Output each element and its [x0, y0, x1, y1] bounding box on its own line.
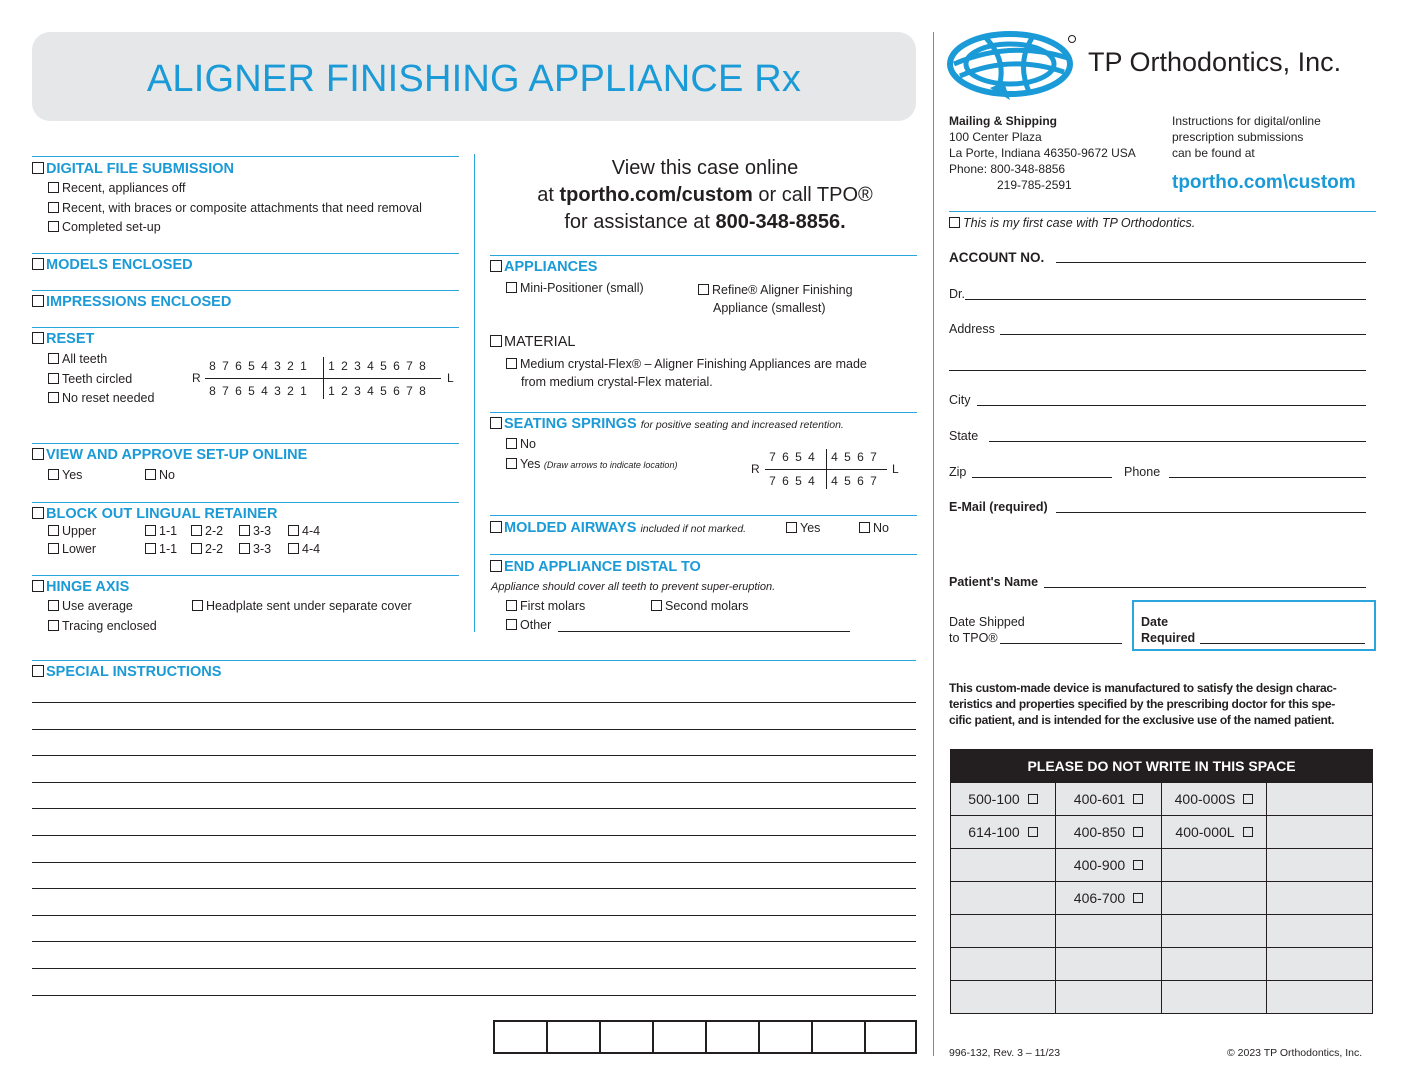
block-lower-3-3[interactable]: 3-3 [239, 542, 271, 556]
entry-box[interactable] [758, 1020, 811, 1054]
digital-file-label: DIGITAL FILE SUBMISSION [46, 161, 234, 177]
office-cell [1161, 881, 1267, 915]
office-cell [1266, 848, 1373, 882]
state-label: State [949, 429, 979, 443]
reset-lower-right-teeth: 1 2 3 4 5 6 7 8 [328, 384, 426, 398]
company-name: TP Orthodontics, Inc. [1088, 47, 1342, 77]
digital-file-checkbox[interactable] [32, 161, 234, 177]
patient-name-field[interactable] [1044, 587, 1366, 588]
second-molars-checkbox[interactable]: Second molars [651, 599, 748, 613]
doctor-label: Dr. [949, 287, 965, 301]
other-checkbox[interactable]: Other [506, 618, 551, 632]
springs-upper-right-teeth: 4 5 6 7 [831, 450, 877, 464]
reset-upper-left-teeth: 8 7 6 5 4 3 2 1 [209, 359, 307, 373]
zip-label: Zip [949, 465, 967, 479]
distal-note: Appliance should cover all teeth to prevent super-eruption. [491, 581, 776, 593]
office-cell [1266, 914, 1373, 948]
column-divider-right [933, 32, 934, 1056]
date-shipped-label: Date Shipped to TPO® [949, 615, 1025, 645]
hinge-use-average[interactable]: Use average [48, 599, 133, 613]
springs-upper-left-teeth: 7 6 5 4 [769, 450, 815, 464]
city-label: City [949, 393, 971, 407]
entry-box[interactable] [864, 1020, 917, 1054]
instruction-line[interactable] [32, 941, 916, 942]
models-enclosed-checkbox[interactable]: MODELS ENCLOSED [32, 257, 193, 273]
office-code: 500-100 [968, 791, 1020, 807]
hinge-headplate[interactable]: Headplate sent under separate cover [192, 599, 412, 613]
office-code: 400-900 [1073, 857, 1126, 873]
office-cell [1266, 881, 1373, 915]
office-cell [950, 980, 1056, 1014]
instruction-line[interactable] [32, 888, 916, 889]
hinge-tracing[interactable]: Tracing enclosed [48, 619, 157, 633]
office-code: 400-850 [1073, 824, 1126, 840]
springs-r-label: R [751, 462, 760, 476]
view-no-checkbox[interactable]: No [145, 468, 175, 482]
block-upper-3-3[interactable]: 3-3 [239, 524, 271, 538]
block-upper-1-1[interactable]: 1-1 [145, 524, 177, 538]
email-label: E-Mail (required) [949, 500, 1048, 514]
material-checkbox[interactable]: MATERIAL [490, 334, 575, 350]
office-code-checkbox [1133, 860, 1143, 870]
globe-logo-icon [946, 30, 1082, 102]
online-notice: View this case online at tportho.com/custom or call TPO® for assistance at 800-348-8856. [537, 157, 873, 233]
block-lower-1-1[interactable]: 1-1 [145, 542, 177, 556]
office-code-checkbox [1133, 827, 1143, 837]
reset-l-label: L [447, 371, 454, 385]
office-cell [1161, 848, 1267, 882]
address-field-2[interactable] [949, 370, 1366, 371]
office-code: 400-000S [1174, 791, 1236, 807]
block-lingual-checkbox[interactable]: BLOCK OUT LINGUAL RETAINER [32, 506, 277, 522]
office-cell [1266, 980, 1373, 1014]
block-lower-2-2[interactable]: 2-2 [191, 542, 223, 556]
patient-name-label: Patient's Name [949, 575, 1039, 589]
springs-yes-checkbox[interactable]: Yes (Draw arrows to indicate location) [506, 457, 677, 471]
mailing-address: Mailing & Shipping 100 Center Plaza La Porte, Indiana 46350-9672 USA Phone: 800-348-8856 219-785-2591 [949, 114, 1136, 192]
instruction-line[interactable] [32, 862, 916, 863]
date-shipped-field[interactable] [1000, 643, 1122, 644]
office-code-checkbox [1028, 794, 1038, 804]
office-cell [1266, 947, 1373, 981]
first-molars-checkbox[interactable]: First molars [506, 599, 585, 613]
reset-lower-left-teeth: 8 7 6 5 4 3 2 1 [209, 384, 307, 398]
option-recent-off[interactable]: Recent, appliances off [48, 181, 185, 195]
office-cell [950, 947, 1056, 981]
instruction-line[interactable] [32, 995, 916, 996]
option-all-teeth[interactable]: All teeth [48, 352, 107, 366]
date-required-label: Date Required [1141, 615, 1196, 645]
office-code-checkbox [1133, 893, 1143, 903]
end-distal-checkbox[interactable]: END APPLIANCE DISTAL TO [490, 559, 701, 575]
option-completed-setup[interactable]: Completed set-up [48, 220, 161, 234]
springs-l-label: L [892, 462, 899, 476]
office-cell [1161, 815, 1267, 849]
option-recent-braces[interactable]: Recent, with braces or composite attachments that need removal [48, 201, 422, 215]
airways-no-checkbox[interactable]: No [859, 521, 889, 535]
disclaimer: This custom-made device is manufactured to satisfy the design charac- teristics and properties specified by the prescribing doctor for this spe- cific patient, and is intended for the exclusive use of the named patient. [949, 681, 1337, 727]
office-code-checkbox [1243, 794, 1253, 804]
refine-checkbox[interactable]: Refine® Aligner Finishing Appliance (smallest) [698, 281, 853, 317]
block-upper-2-2[interactable]: 2-2 [191, 524, 223, 538]
office-code-checkbox [1133, 794, 1143, 804]
entry-box[interactable] [811, 1020, 864, 1054]
office-cell [1055, 881, 1162, 915]
copyright: © 2023 TP Orthodontics, Inc. [1227, 1047, 1363, 1059]
molded-airways-checkbox[interactable]: MOLDED AIRWAYS included if not marked. [490, 520, 746, 536]
material-crystal-flex[interactable]: Medium crystal-Flex® – Aligner Finishing Appliances are made from medium crystal-Flex material. [506, 355, 867, 391]
instruction-line[interactable] [32, 782, 916, 783]
office-cell [1266, 782, 1373, 816]
instructions-link[interactable]: tportho.com\custom [1172, 172, 1356, 193]
city-field[interactable] [977, 405, 1366, 406]
office-use-header: PLEASE DO NOT WRITE IN THIS SPACE [950, 749, 1373, 783]
springs-tooth-vline [826, 449, 827, 489]
block-upper-4-4[interactable]: 4-4 [288, 524, 320, 538]
office-cell [1055, 782, 1162, 816]
office-code: 400-601 [1073, 791, 1126, 807]
option-no-reset[interactable]: No reset needed [48, 391, 154, 405]
office-cell [1161, 947, 1267, 981]
springs-lower-right-teeth: 4 5 6 7 [831, 474, 877, 488]
zip-field[interactable] [972, 477, 1112, 478]
entry-box[interactable] [599, 1020, 652, 1054]
office-code: 400-000L [1175, 824, 1235, 840]
block-upper-checkbox[interactable]: Upper [48, 524, 96, 538]
office-code: 406-700 [1073, 890, 1126, 906]
digital-instructions: Instructions for digital/online prescription submissions can be found at [1172, 114, 1321, 160]
office-cell [1055, 848, 1162, 882]
page-title: ALIGNER FINISHING APPLIANCE Rx [146, 58, 802, 100]
form-number: 996-132, Rev. 3 – 11/23 [949, 1047, 1061, 1059]
springs-lower-left-teeth: 7 6 5 4 [769, 474, 815, 488]
view-approve-checkbox[interactable]: VIEW AND APPROVE SET-UP ONLINE [32, 447, 307, 463]
impressions-enclosed-checkbox[interactable]: IMPRESSIONS ENCLOSED [32, 294, 231, 310]
instruction-line[interactable] [32, 729, 916, 730]
office-cell [1055, 815, 1162, 849]
reset-checkbox[interactable]: RESET [32, 331, 94, 347]
address-field[interactable] [1000, 334, 1366, 335]
column-divider [474, 154, 475, 632]
seating-springs-checkbox[interactable]: SEATING SPRINGS for positive seating and increased retention. [490, 416, 844, 432]
entry-box[interactable] [493, 1020, 546, 1054]
office-cell [1055, 980, 1162, 1014]
appliances-checkbox[interactable]: APPLIANCES [490, 259, 597, 275]
airways-yes-checkbox[interactable]: Yes [786, 521, 820, 535]
account-label: ACCOUNT NO. [949, 250, 1045, 265]
office-cell [1055, 914, 1162, 948]
instruction-line[interactable] [32, 755, 916, 756]
office-cell [950, 914, 1056, 948]
phone-field[interactable] [1169, 477, 1366, 478]
office-cell [1055, 947, 1162, 981]
office-cell [1266, 815, 1373, 849]
entry-box[interactable] [705, 1020, 758, 1054]
springs-no-checkbox[interactable]: No [506, 437, 536, 451]
office-cell [950, 881, 1056, 915]
phone-label: Phone [1124, 465, 1161, 479]
account-field[interactable] [1056, 262, 1366, 263]
reset-tooth-vline [323, 357, 324, 399]
instruction-line[interactable] [32, 835, 916, 836]
office-code-checkbox [1028, 827, 1038, 837]
office-cell [1161, 782, 1267, 816]
entry-box[interactable] [652, 1020, 705, 1054]
office-cell [950, 848, 1056, 882]
doctor-field[interactable] [965, 299, 1366, 300]
block-lower-checkbox[interactable]: Lower [48, 542, 96, 556]
state-field[interactable] [989, 441, 1366, 442]
email-field[interactable] [1056, 512, 1366, 513]
office-code: 614-100 [968, 824, 1020, 840]
special-instructions-checkbox[interactable]: SPECIAL INSTRUCTIONS [32, 664, 221, 680]
instruction-line[interactable] [32, 808, 916, 809]
hinge-axis-checkbox[interactable]: HINGE AXIS [32, 579, 129, 595]
entry-box[interactable] [546, 1020, 599, 1054]
view-yes-checkbox[interactable]: Yes [48, 468, 82, 482]
instruction-line[interactable] [32, 968, 916, 969]
reset-r-label: R [192, 371, 201, 385]
option-teeth-circled[interactable]: Teeth circled [48, 372, 132, 386]
office-code-checkbox [1243, 827, 1253, 837]
address-label: Address [949, 322, 995, 336]
first-case-checkbox[interactable]: This is my first case with TP Orthodontics. [949, 216, 1195, 230]
date-required-field[interactable] [1200, 643, 1365, 644]
office-cell [950, 782, 1056, 816]
other-field[interactable] [558, 631, 850, 632]
instruction-line[interactable] [32, 702, 916, 703]
block-lower-4-4[interactable]: 4-4 [288, 542, 320, 556]
office-cell [1161, 914, 1267, 948]
mini-positioner-checkbox[interactable]: Mini-Positioner (small) [506, 281, 644, 295]
reset-upper-right-teeth: 1 2 3 4 5 6 7 8 [328, 359, 426, 373]
office-cell [950, 815, 1056, 849]
office-cell [1161, 980, 1267, 1014]
instruction-line[interactable] [32, 915, 916, 916]
